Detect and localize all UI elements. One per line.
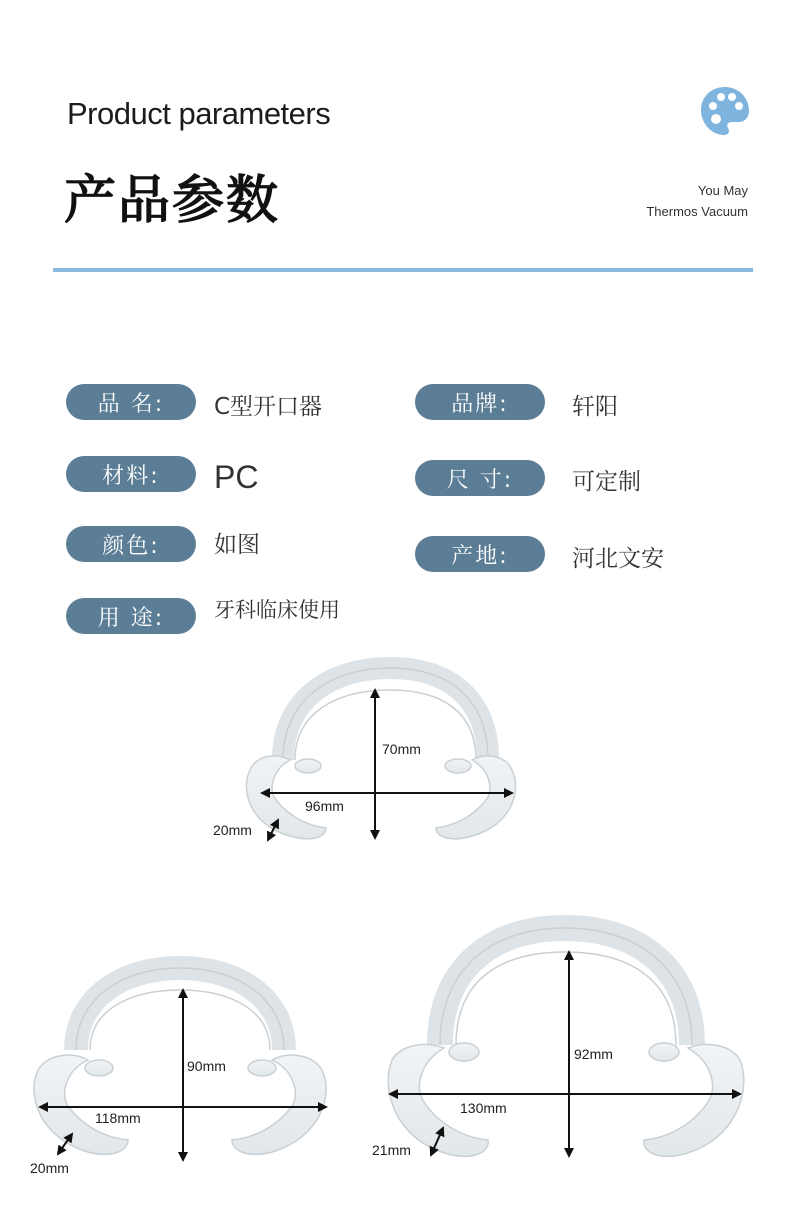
palette-icon	[699, 85, 751, 137]
small-retractor	[246, 668, 515, 839]
color-value: 如图	[214, 532, 260, 558]
divider	[53, 268, 753, 272]
medium-retractor	[34, 968, 326, 1154]
large-flange-label: 21mm	[372, 1142, 411, 1158]
size-label: 尺 寸:	[415, 460, 545, 496]
large-height-label: 92mm	[574, 1046, 613, 1062]
small-flange-label: 20mm	[213, 822, 252, 838]
name-label: 品 名:	[66, 384, 196, 420]
brand-label: 品牌:	[415, 384, 545, 420]
brand-line-2: Thermos Vacuum	[646, 204, 748, 219]
origin-value: 河北文安	[572, 546, 664, 572]
retractor-diagrams	[0, 640, 790, 1226]
title-chinese: 产品参数	[64, 171, 281, 231]
small-height-label: 70mm	[382, 741, 421, 757]
medium-flange-label: 20mm	[30, 1160, 69, 1176]
large-width-label: 130mm	[460, 1100, 507, 1116]
title-english: Product parameters	[67, 96, 331, 131]
size-value: 可定制	[572, 469, 641, 495]
name-value: C型开口器	[214, 394, 323, 420]
material-label: 材料:	[66, 456, 196, 492]
large-retractor	[388, 928, 744, 1156]
small-width-label: 96mm	[305, 798, 344, 814]
material-value: PC	[214, 459, 259, 495]
medium-height-label: 90mm	[187, 1058, 226, 1074]
usage-value: 牙科临床使用	[214, 598, 340, 622]
medium-width-label: 118mm	[95, 1110, 141, 1126]
brand-value: 轩阳	[572, 394, 618, 420]
color-label: 颜色:	[66, 526, 196, 562]
origin-label: 产地:	[415, 536, 545, 572]
brand-line-1: You May	[697, 183, 748, 198]
usage-label: 用 途:	[66, 598, 196, 634]
